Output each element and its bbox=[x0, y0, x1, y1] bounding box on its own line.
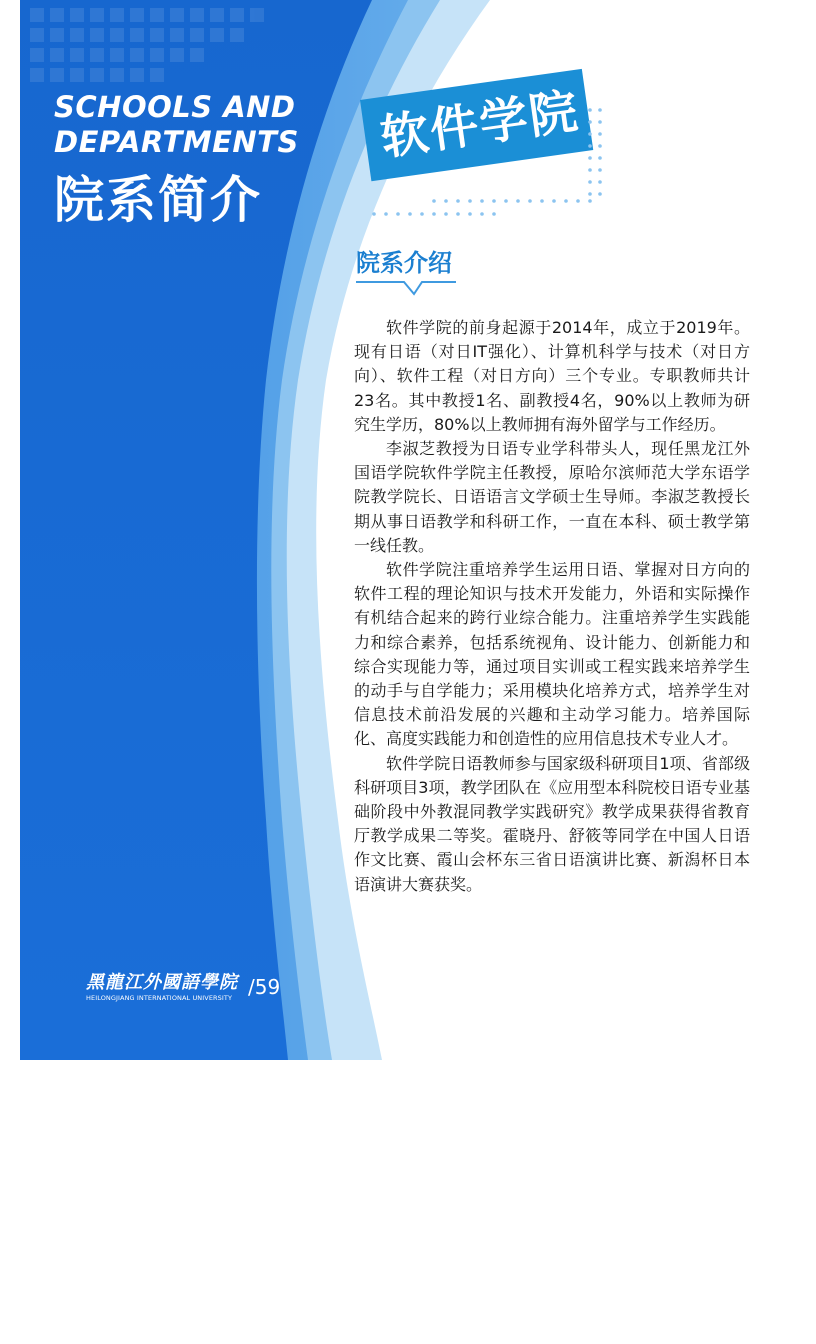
decorative-dot-grid-right bbox=[586, 104, 610, 200]
university-name-cn: 黑龍江外國語學院 bbox=[86, 972, 238, 993]
english-section-title bbox=[54, 90, 299, 160]
section-heading-underline bbox=[354, 279, 458, 297]
english-title-line1: SCHOOLS AND bbox=[54, 90, 296, 124]
paragraph-history: 软件学院的前身起源于2014年，成立于2019年。现有日语（对日IT强化）、计算机科学与技术（对日方向）、软件工程（对日方向）三个专业。专职教师共计23名。其中教授1名、副教授4名，90%以上教师为研究生学历，80%以上教师拥有海外留学与工作经历。 bbox=[354, 318, 750, 434]
page-number: /59 bbox=[248, 975, 281, 999]
paragraph-achievements: 软件学院日语教师参与国家级科研项目1项、省部级科研项目3项，教学团队在《应用型本科院校日语专业基础阶段中外教混同教学实践研究》教学成果获得省教育厅教学成果二等奖。霍晓丹、舒筱等同学在中国人日语作文比赛、霞山会杯东三省日语演讲比赛、新潟杯日本语演讲大赛获奖。 bbox=[354, 753, 750, 894]
decorative-dot-grid-bottom bbox=[354, 196, 604, 226]
department-introduction-text bbox=[354, 316, 750, 897]
paragraph-training-goals: 软件学院注重培养学生运用日语、掌握对日方向的软件工程的理论知识与技术开发能力，外语和实际操作有机结合起来的跨行业综合能力。注重培养学生实践能力和综合素养，包括系统视角、设计能力、创新能力和综合实现能力等，通过项目实训或工程实践来培养学生的动手与自学能力；采用模块化培养方式，培养学生对信息技术前沿发展的兴趣和主动学习能力。培养国际化、高度实践能力和创造性的应用信息技术专业人才。 bbox=[354, 560, 750, 749]
university-logo bbox=[86, 972, 238, 1003]
school-title: 软件学院 bbox=[376, 83, 583, 167]
paragraph-discipline-leader: 李淑芝教授为日语专业学科带头人，现任黑龙江外国语学院软件学院主任教授，原哈尔滨师范大学东语学院教学院长、日语语言文学硕士生导师。李淑芝教授长期从事日语教学和科研工作，一直在本科、硕士教学第一线任教。 bbox=[354, 439, 750, 555]
english-title-line2: DEPARTMENTS bbox=[54, 125, 299, 159]
chinese-section-title: 院系简介 bbox=[54, 171, 262, 229]
university-name-en: HEILONGJIANG INTERNATIONAL UNIVERSITY bbox=[86, 994, 233, 1002]
section-heading: 院系介绍 bbox=[356, 249, 452, 277]
brochure-page bbox=[20, 0, 796, 1060]
